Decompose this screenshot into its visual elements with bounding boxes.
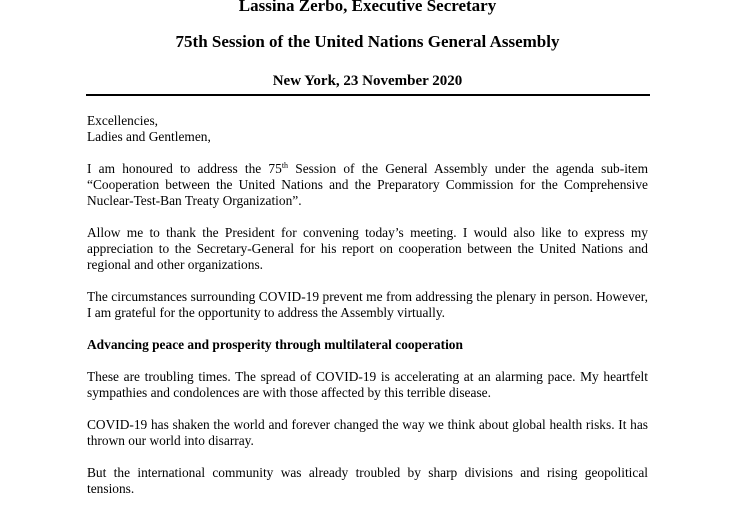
paragraph-1-start: I am honoured to address the 75 (87, 161, 282, 176)
paragraph-2: Allow me to thank the President for convening today’s meeting. I would also like to express my appreciation to the Secretary-General for his report on cooperation between the United Nations and regional and other organizations. (87, 225, 648, 272)
paragraph-3: The circumstances surrounding COVID-19 prevent me from addressing the plenary in person. However, I am grateful for the opportunity to address the Assembly virtually. (87, 289, 648, 320)
speaker-title: Lassina Zerbo, Executive Secretary (238, 0, 497, 15)
paragraph-1-rest: Session of the General Assembly under the agenda sub-item “Cooperation between the United Nations and the Preparatory Commission for the Comprehensive Nuclear-Test-Ban Treaty Organization”. (87, 161, 648, 208)
paragraph-1 (87, 161, 648, 209)
header-divider (86, 94, 650, 96)
section-heading: Advancing peace and prosperity through multilateral cooperation (87, 337, 463, 352)
event-title: 75th Session of the United Nations General Assembly (175, 32, 560, 51)
paragraph-5: COVID-19 has shaken the world and forever changed the way we think about global health risks. It has thrown our world into disarray. (87, 417, 648, 448)
speech-body (87, 113, 648, 513)
paragraph-6: But the international community was already troubled by sharp divisions and rising geopolitical tensions. (87, 465, 648, 496)
paragraph-4: These are troubling times. The spread of COVID-19 is accelerating at an alarming pace. My heartfelt sympathies and condolences are with those affected by this terrible disease. (87, 369, 648, 400)
place-date: New York, 23 November 2020 (272, 73, 463, 89)
ordinal-suffix: th (281, 161, 289, 170)
salutation-line-2: Ladies and Gentlemen, (87, 129, 211, 144)
salutation-line-1: Excellencies, (87, 113, 159, 128)
